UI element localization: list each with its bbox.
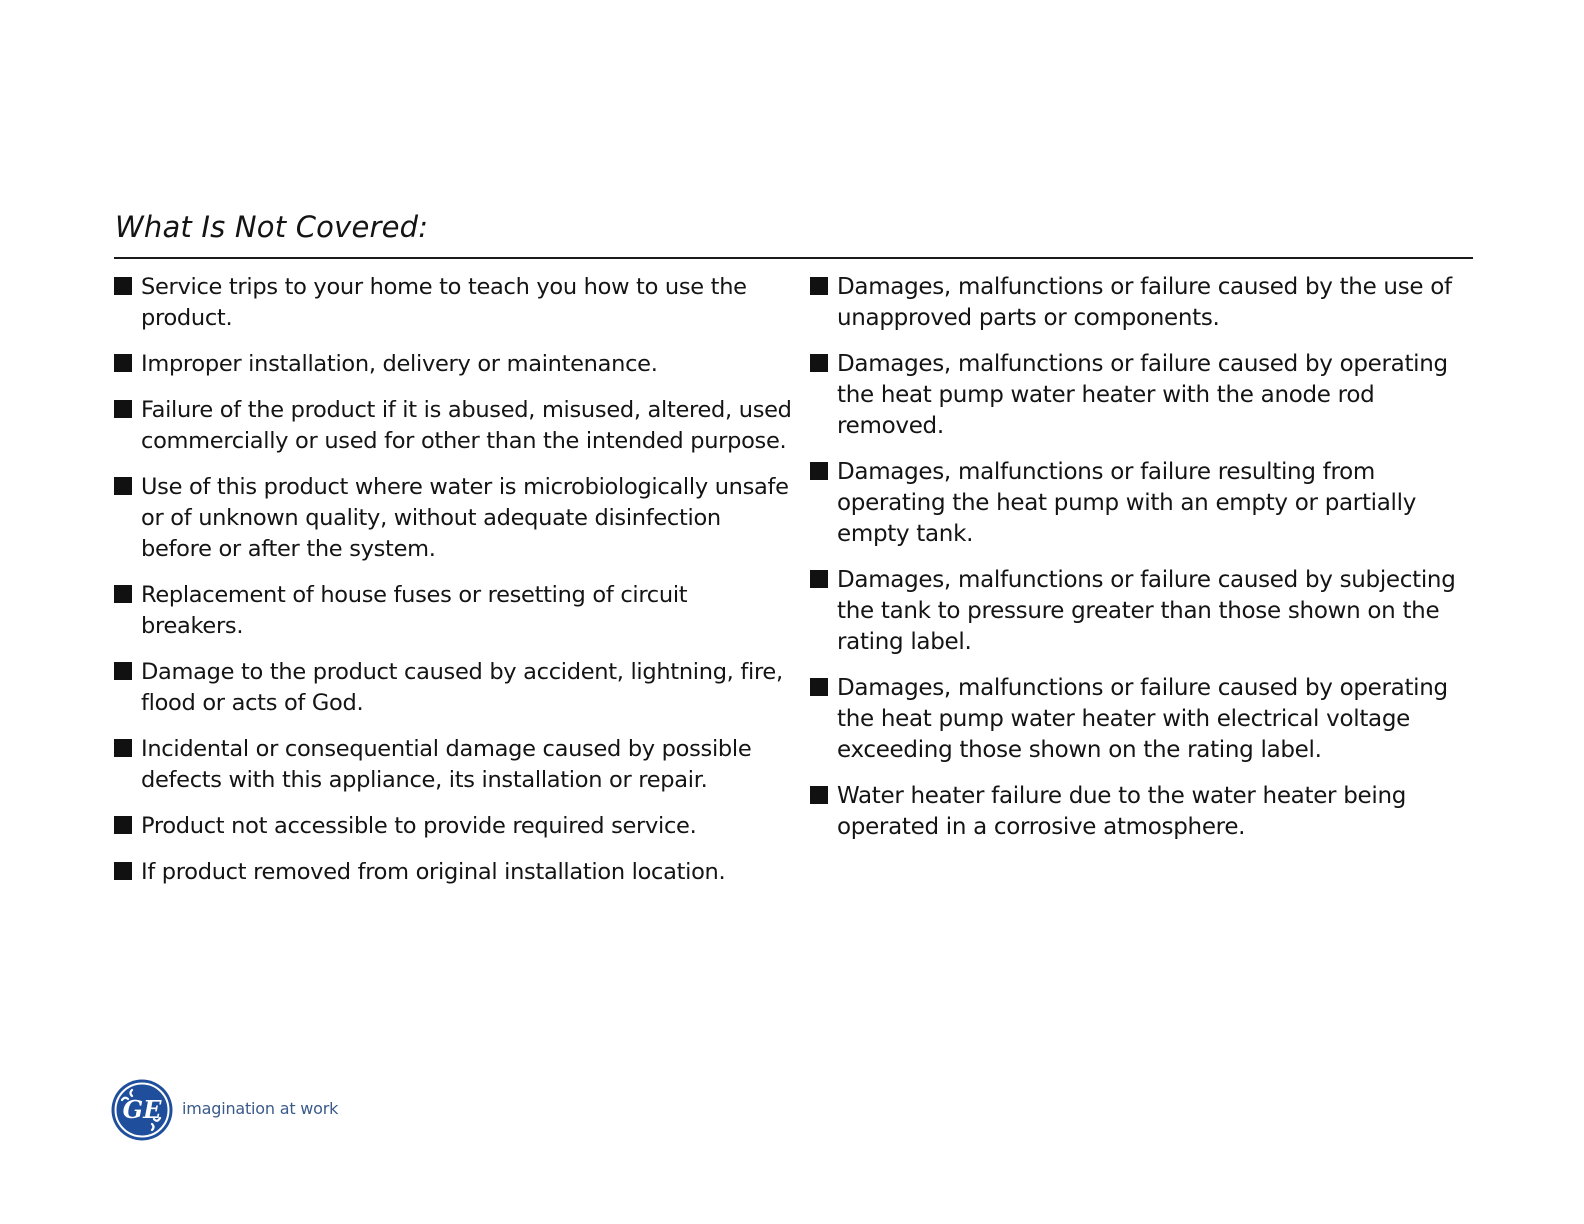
list-item-text: Incidental or consequential damage caused by possible defects with this appliance, its installation or repair. xyxy=(141,736,752,793)
square-bullet-icon xyxy=(810,354,828,372)
list-item xyxy=(114,472,794,565)
list-item xyxy=(810,781,1475,843)
list-item xyxy=(114,349,794,380)
square-bullet-icon xyxy=(114,739,132,757)
list-item-text: Improper installation, delivery or maintenance. xyxy=(141,351,658,377)
list-item-text: Damages, malfunctions or failure caused by operating the heat pump water heater with the anode rod removed. xyxy=(837,351,1448,439)
not-covered-list-right xyxy=(810,272,1475,858)
list-item xyxy=(114,395,794,457)
square-bullet-icon xyxy=(114,354,132,372)
list-item xyxy=(810,673,1475,766)
list-item-text: Replacement of house fuses or resetting of circuit breakers. xyxy=(141,582,688,639)
title-divider xyxy=(114,257,1473,259)
square-bullet-icon xyxy=(810,462,828,480)
square-bullet-icon xyxy=(810,786,828,804)
list-item xyxy=(114,657,794,719)
list-item-text: Product not accessible to provide required service. xyxy=(141,813,697,839)
square-bullet-icon xyxy=(114,585,132,603)
list-item-text: Water heater failure due to the water heater being operated in a corrosive atmosphere. xyxy=(837,783,1407,840)
list-item xyxy=(114,580,794,642)
list-item xyxy=(810,349,1475,442)
list-item xyxy=(114,857,794,888)
square-bullet-icon xyxy=(114,277,132,295)
footer-tagline: imagination at work xyxy=(182,1099,339,1118)
list-item-text: Failure of the product if it is abused, misused, altered, used commercially or used for other than the intended purpose. xyxy=(141,397,792,454)
list-item-text: If product removed from original installation location. xyxy=(141,859,726,885)
square-bullet-icon xyxy=(810,570,828,588)
ge-logo-icon xyxy=(110,1078,174,1142)
not-covered-list-left xyxy=(114,272,794,903)
square-bullet-icon xyxy=(810,678,828,696)
list-item-text: Damages, malfunctions or failure resulting from operating the heat pump with an empty or partially empty tank. xyxy=(837,459,1417,547)
list-item xyxy=(114,811,794,842)
page-title: What Is Not Covered: xyxy=(115,210,429,244)
list-item xyxy=(114,734,794,796)
square-bullet-icon xyxy=(114,662,132,680)
list-item-text: Damages, malfunctions or failure caused by operating the heat pump water heater with electrical voltage exceeding those shown on the rating label. xyxy=(837,675,1448,763)
list-item xyxy=(114,272,794,334)
square-bullet-icon xyxy=(114,477,132,495)
list-item xyxy=(810,272,1475,334)
list-item-text: Service trips to your home to teach you how to use the product. xyxy=(141,274,747,331)
square-bullet-icon xyxy=(114,400,132,418)
logo-monogram: GE xyxy=(122,1095,162,1124)
list-item xyxy=(810,565,1475,658)
list-item-text: Damage to the product caused by accident, lightning, fire, flood or acts of God. xyxy=(141,659,783,716)
list-item xyxy=(810,457,1475,550)
list-item-text: Damages, malfunctions or failure caused by subjecting the tank to pressure greater than those shown on the rating label. xyxy=(837,567,1456,655)
square-bullet-icon xyxy=(114,862,132,880)
square-bullet-icon xyxy=(810,277,828,295)
list-item-text: Damages, malfunctions or failure caused by the use of unapproved parts or components. xyxy=(837,274,1452,331)
list-item-text: Use of this product where water is microbiologically unsafe or of unknown quality, without adequate disinfection before or after the system. xyxy=(141,474,789,562)
square-bullet-icon xyxy=(114,816,132,834)
